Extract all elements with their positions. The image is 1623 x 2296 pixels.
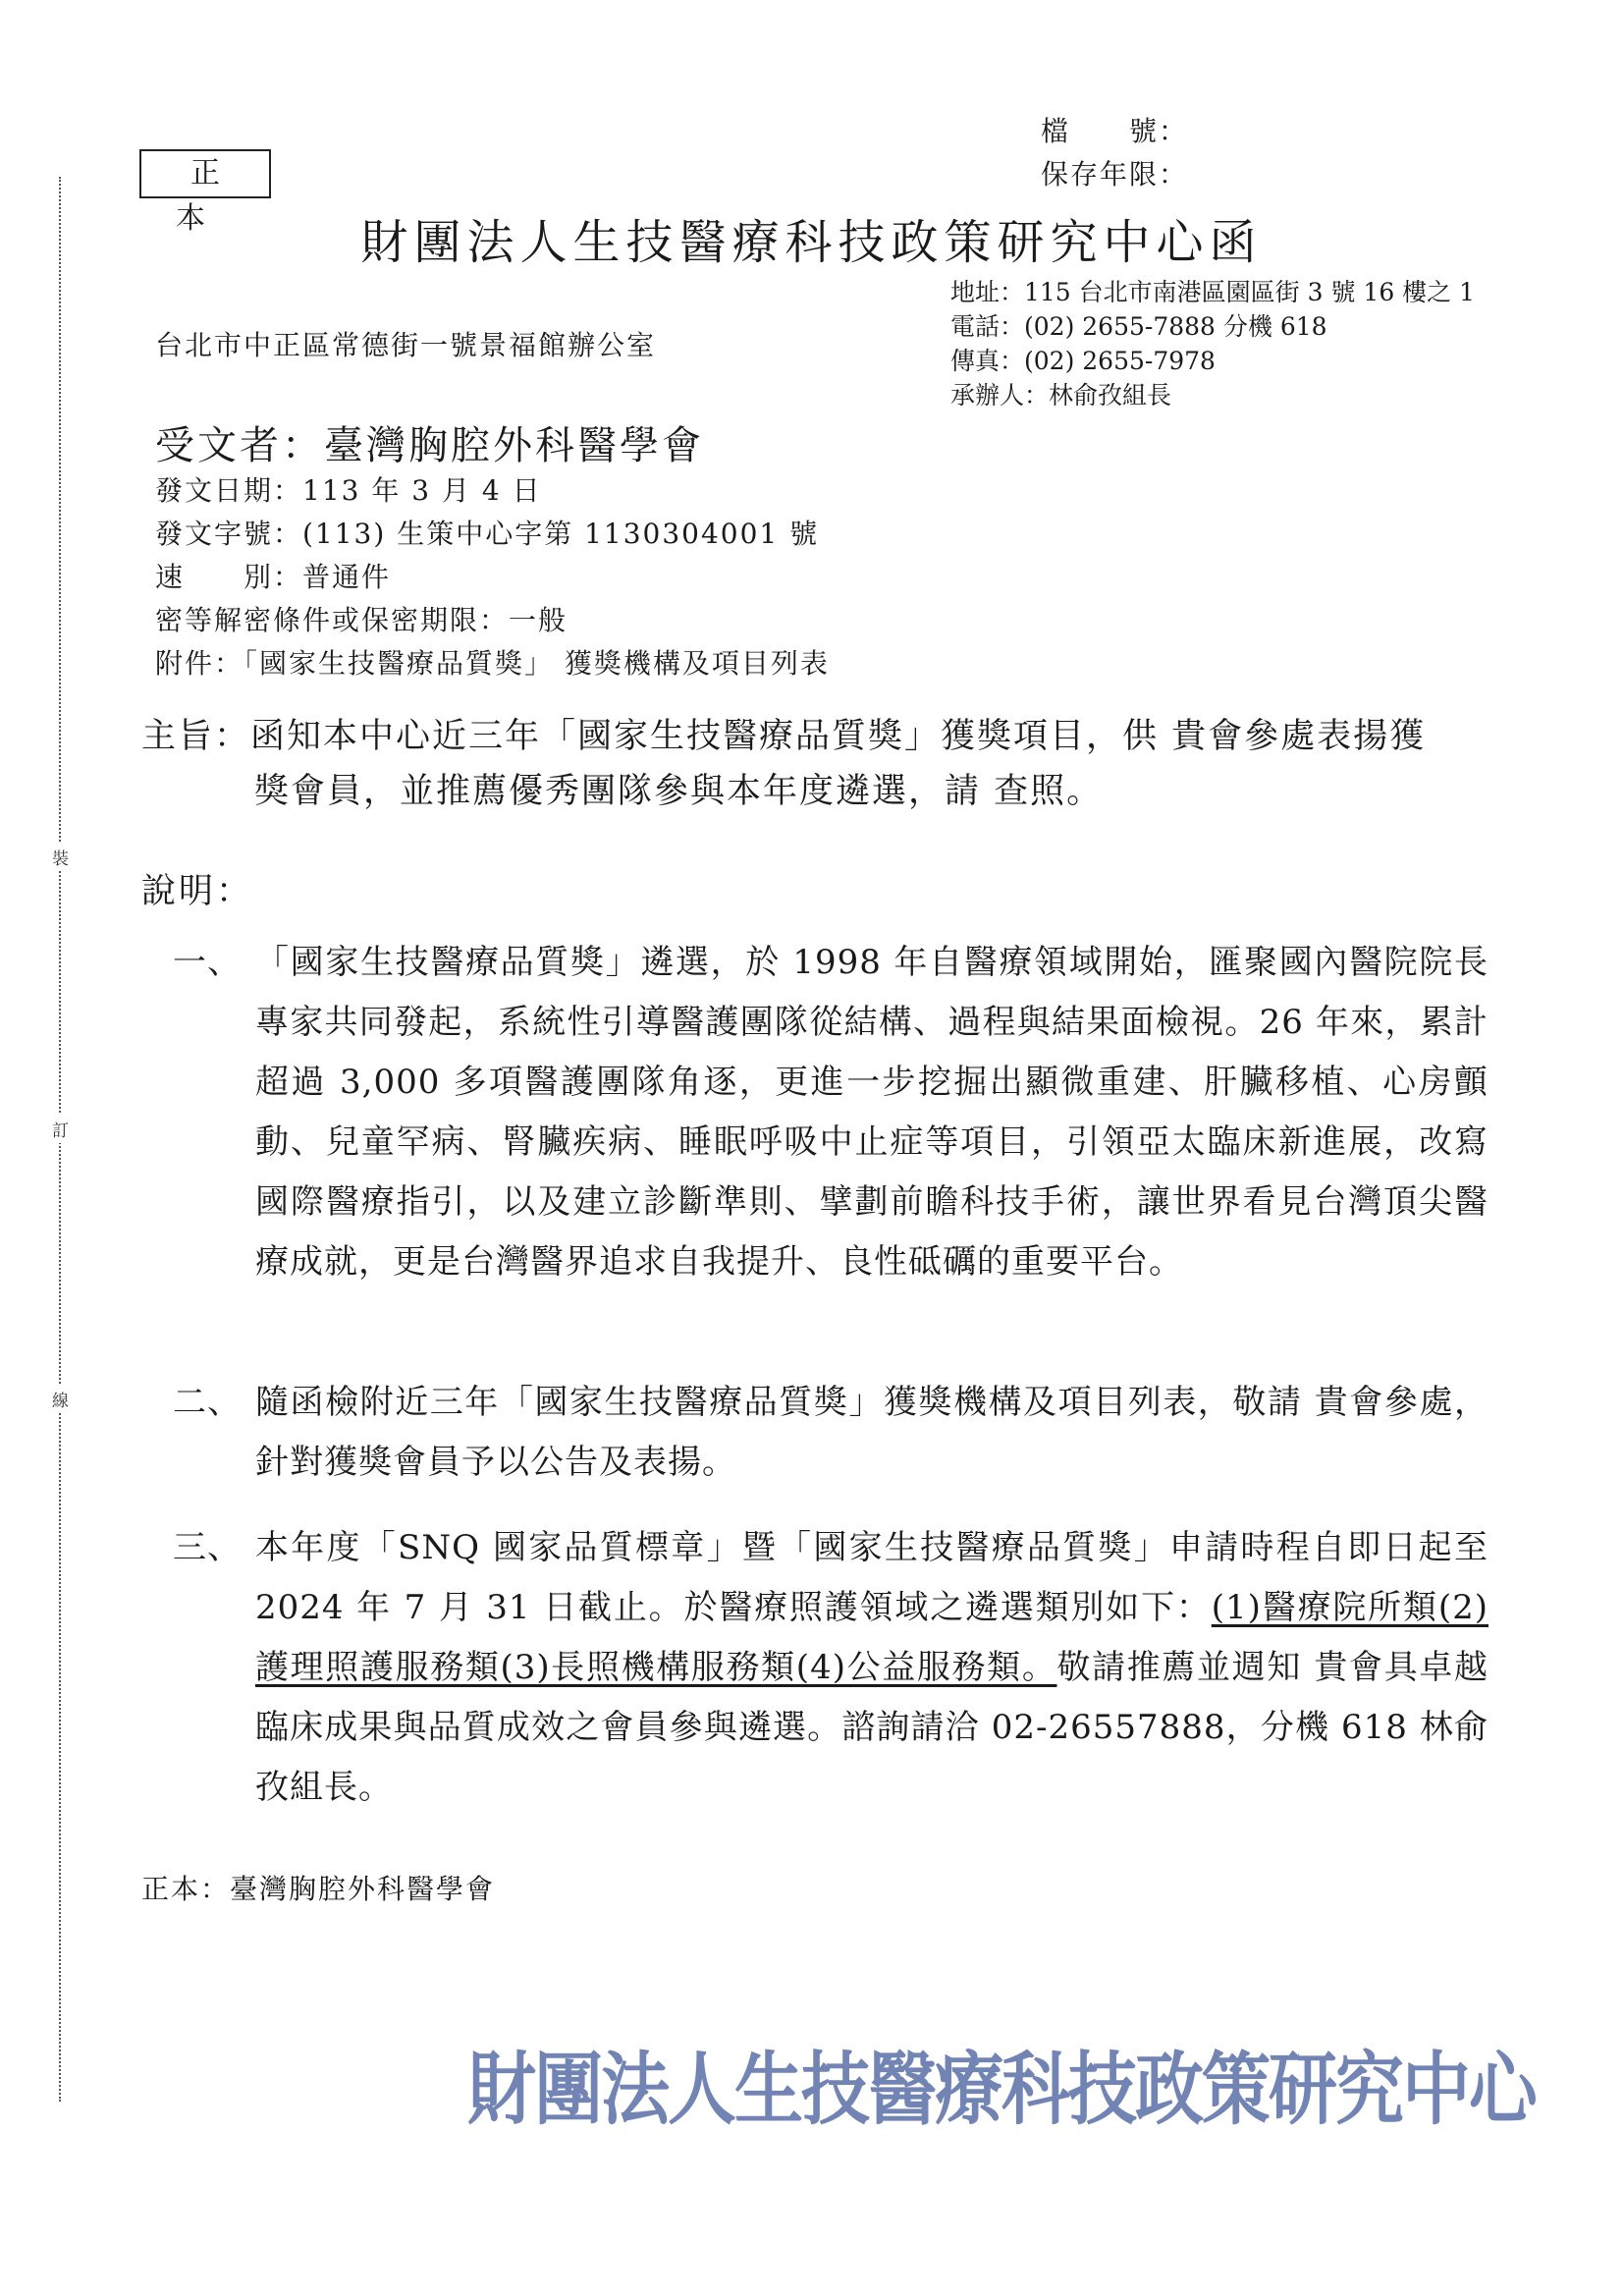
file-info (1041, 110, 1188, 196)
explanation-item-1 (173, 933, 1488, 1292)
item-text (255, 1518, 1488, 1818)
original-copy-box: 正本 (139, 149, 271, 198)
recipient: 受文者：臺灣胸腔外科醫學會 (155, 423, 704, 468)
binding-char-xian: 線 (52, 1385, 69, 1413)
item-number: 一、 (173, 943, 242, 982)
file-number-row (1041, 110, 1188, 153)
binding-char-ding: 訂 (52, 1115, 69, 1143)
svg-text:財團法人生技醫療科技政策研究中心: 財團法人生技醫療科技政策研究中心 (467, 2043, 1536, 2136)
item-text-after: 敬請推薦並週知 貴會具卓越臨床成果與品質成效之會員參與遴選。諮詢請洽 02-26557888，分機 618 林俞孜組長。 (255, 1648, 1488, 1807)
retention-label: 保存年限： (1041, 158, 1189, 191)
attachment: 附件：「國家生技醫療品質獎」 獲獎機構及項目列表 (155, 647, 830, 680)
carbon-copy: 正本：臺灣胸腔外科醫學會 (141, 1873, 496, 1905)
explanation-item-2 (173, 1373, 1488, 1493)
explanation-item-3 (173, 1518, 1488, 1818)
speed-class: 速 別：普通件 (155, 561, 392, 593)
sender-address: 地址：115 台北市南港區園區街 3 號 16 樓之 1 (950, 278, 1476, 306)
item-text-before: 本年度「SNQ 國家品質標章」暨「國家生技醫療品質獎」申請時程自即日起至 2024 年 7 月 31 日截止。於醫療照護領域之遴選類別如下： (255, 1528, 1488, 1627)
item-number: 二、 (173, 1383, 242, 1422)
award-categories: (1)醫療院所類(2)護理照護服務類(3)長照機構服務類(4)公益服務類。 (255, 1588, 1488, 1687)
subject (141, 709, 1496, 819)
sender-contact: 承辦人：林俞孜組長 (950, 381, 1172, 410)
reference-number: 發文字號：(113) 生策中心字第 1130304001 號 (155, 518, 820, 550)
item-text: 隨函檢附近三年「國家生技醫療品質獎」獲獎機構及項目列表，敬請 貴會參處，針對獲獎會員予以公告及表揚。 (255, 1383, 1488, 1482)
sender-info (950, 275, 1475, 412)
organization-stamp (467, 2023, 1536, 2151)
document-title: 財團法人生技醫療科技政策研究中心函 (360, 215, 1263, 270)
subject-line-2: 獎會員，並推薦優秀團隊參與本年度遴選，請 查照。 (254, 772, 1104, 811)
explanation-label: 說明： (141, 872, 254, 911)
subject-line-1: 函知本中心近三年「國家生技醫療品質獎」獲獎項目，供 貴會參處表揚獲 (250, 717, 1427, 756)
document-meta (155, 469, 830, 685)
sender-phone: 電話：(02) 2655-7888 分機 618 (950, 312, 1327, 341)
file-number-label: 檔 號： (1041, 115, 1189, 147)
binding-char-zhuang: 裝 (52, 843, 69, 871)
sender-fax: 傳真：(02) 2655-7978 (950, 347, 1216, 375)
issue-date: 發文日期：113 年 3 月 4 日 (155, 474, 542, 507)
item-number: 三、 (173, 1528, 242, 1567)
secrecy-level: 密等解密條件或保密期限：一般 (155, 604, 568, 636)
office-address: 台北市中正區常德街一號景福館辦公室 (155, 329, 657, 361)
item-text: 「國家生技醫療品質獎」遴選，於 1998 年自醫療領域開始，匯聚國內醫院院長專家共同發起，系統性引導醫護團隊從結構、過程與結果面檢視。26 年來，累計超過 3,000 多項醫護團隊角逐，更進一步挖掘出顯微重建、肝臟移植、心房顫動、兒童罕病、腎臟疾病、睡眠呼吸中止症等項目，引領亞太臨床新進展，改寫國際醫療指引，以及建立診斷準則、擘劃前瞻科技手術，讓世界看見台灣頂尖醫療成就，更是台灣醫界追求自我提升、良性砥礪的重要平台。 (255, 943, 1488, 1282)
retention-row (1041, 153, 1188, 196)
subject-label: 主旨： (141, 717, 251, 756)
